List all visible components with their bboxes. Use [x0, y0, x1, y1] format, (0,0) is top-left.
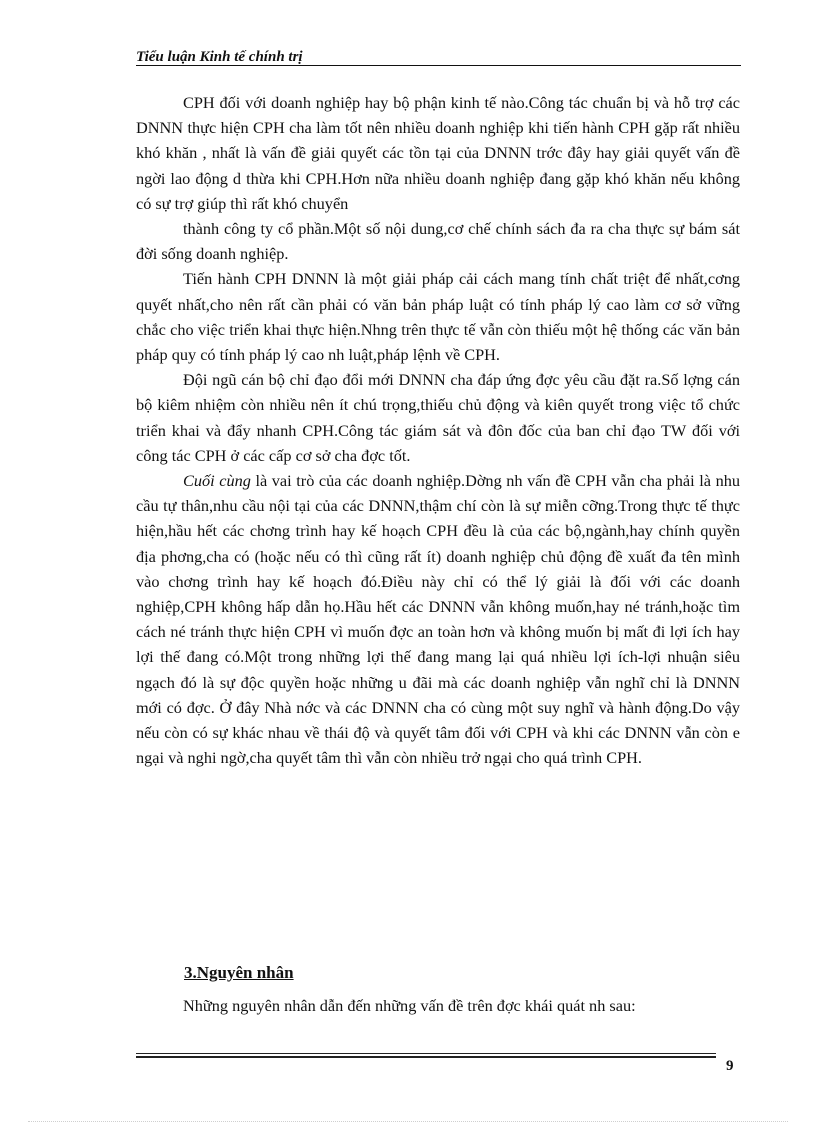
paragraph-4-lead: Cuối cùng: [183, 471, 251, 491]
page-edge-dots: [28, 1121, 788, 1122]
body-text: [136, 90, 740, 770]
paragraph-2: Tiến hành CPH DNNN là một giải pháp cải cách mang tính chất triệt để nhất,cơng quyết nhất,cho nên rất cần phải có văn bản pháp luật có tính pháp lý cao làm cơ sở vững chắc cho việc triển khai thực hiện.Nhng trên thực tế vẫn còn thiếu một hệ thống các văn bản pháp quy có tính pháp lý cao nh luật,pháp lệnh về CPH.: [136, 269, 740, 365]
header-rule: [136, 65, 741, 66]
footer-rule-thick: [136, 1056, 716, 1058]
section-intro: Những nguyên nhân dẫn đến những vấn đề trên đợc khái quát nh sau:: [183, 996, 636, 1015]
page-number: 9: [726, 1058, 734, 1074]
section-heading: 3.Nguyên nhân: [184, 963, 294, 982]
paragraph-1-continued: thành công ty cổ phần.Một số nội dung,cơ chế chính sách đa ra cha thực sự bám sát đời sống doanh nghiệp.: [136, 219, 740, 264]
paragraph-3: Đội ngũ cán bộ chỉ đạo đổi mới DNNN cha đáp ứng đợc yêu cầu đặt ra.Số lợng cán bộ kiêm nhiệm còn nhiều nên ít chú trọng,thiếu chủ động và kiên quyết trong việc tổ chức triển khai và đẩy nhanh CPH.Công tác giám sát và đôn đốc của ban chỉ đạo TW đối với công tác CPH ở các cấp cơ sở cha đợc tốt.: [136, 370, 740, 465]
running-header-title: Tiểu luận Kinh tế chính trị: [136, 49, 303, 65]
paragraph-1: CPH đối với doanh nghiệp hay bộ phận kinh tế nào.Công tác chuẩn bị và hỗ trợ các DNNN thực hiện CPH cha làm tốt nên nhiều doanh nghiệp khi tiến hành CPH gặp rất nhiều khó khăn , nhất là vấn đề giải quyết các tồn tại của DNNN trớc đây hay giải quyết vấn đề ngời lao động d thừa khi CPH.Hơn nữa nhiều doanh nghiệp đang gặp khó khăn nếu không có sự trợ giúp thì rất khó chuyển: [136, 93, 740, 213]
paragraph-4: [136, 468, 740, 770]
footer-rule: [136, 1053, 716, 1054]
paragraph-4-text: là vai trò của các doanh nghiệp.Dờng nh vấn đề CPH vẫn cha phải là nhu cầu tự thân,nhu cầu nội tại của các DNNN,thậm chí còn là sự miễn cỡng.Trong thực tế thực hiện,hầu hết các chơng trình hay kế hoạch CPH đều là của các bộ,ngành,hay chính quyền địa phơng,cha có (hoặc nếu có thì cũng rất ít) doanh nghiệp chủ động đề xuất đa tên mình vào chơng trình hay kế hoạch đó.Điều này chỉ có thể lý giải là đối với các doanh nghiệp,CPH không hấp dẫn họ.Hầu hết các DNNN vẫn không muốn,hay né tránh,hoặc tìm cách né tránh thực hiện CPH vì muốn đợc an toàn hơn và không muốn bị mất đi lợi ích hay lợi thế đang có.Một trong những lợi thế đang mang lại quá nhiều lợi ích-lợi nhuận siêu ngạch đó là sự độc quyền hoặc những u đãi mà các doanh nghiệp vẫn nghĩ chỉ là DNNN mới có đợc. Ở đây Nhà nớc và các DNNN cha có cùng một suy nghĩ và hành động.Do vậy nếu còn có sự khác nhau về thái độ và quyết tâm đối với CPH và khi các DNNN vẫn còn e ngại và nghi ngờ,cha quyết tâm thì vẫn còn nhiều trở ngại cho quá trình CPH.: [136, 471, 740, 768]
